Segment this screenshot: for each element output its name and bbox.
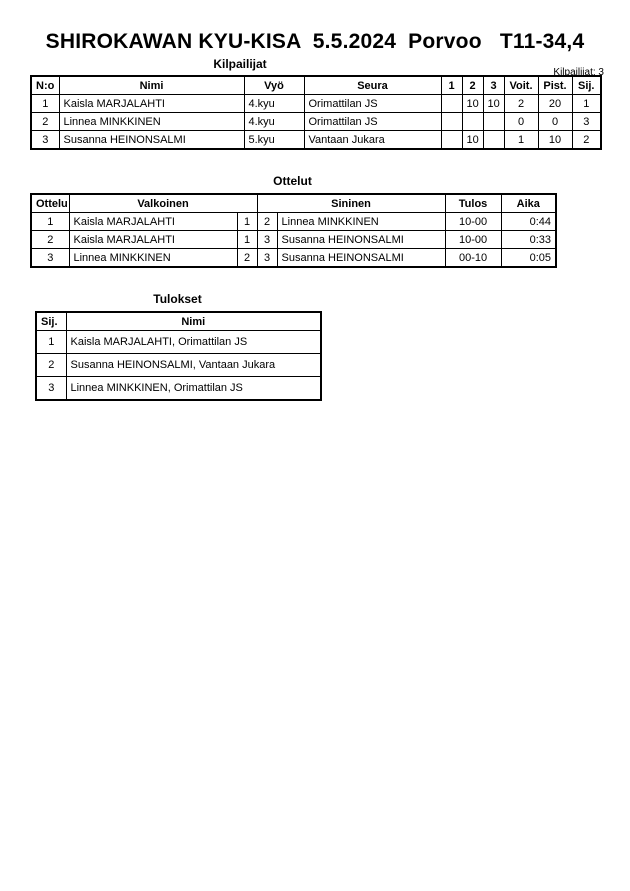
white-number: 2	[237, 249, 257, 268]
match-time: 0:05	[501, 249, 556, 268]
blue-competitor: Susanna HEINONSALMI	[277, 231, 445, 249]
competitor-belt: 4.kyu	[244, 95, 304, 113]
col-header-1: 1	[441, 76, 462, 95]
page-title: SHIROKAWAN KYU-KISA 5.5.2024 Porvoo T11-34,4	[45, 30, 585, 53]
points: 0	[538, 113, 572, 131]
white-competitor: Kaisla MARJALAHTI	[69, 231, 237, 249]
wins: 0	[504, 113, 538, 131]
match-time: 0:33	[501, 231, 556, 249]
blue-competitor: Linnea MINKKINEN	[277, 213, 445, 231]
col-header-sininen: Sininen	[257, 194, 445, 213]
table-row	[31, 95, 601, 113]
table-row	[31, 213, 556, 231]
white-number: 1	[237, 213, 257, 231]
points: 10	[538, 131, 572, 150]
score-vs-2: 10	[462, 95, 483, 113]
table-row	[31, 131, 601, 150]
competitor-name: Susanna HEINONSALMI	[59, 131, 244, 150]
col-header-voit: Voit.	[504, 76, 538, 95]
competitor-club: Vantaan Jukara	[304, 131, 441, 150]
placement: 2	[572, 131, 601, 150]
results-header-row	[36, 312, 321, 331]
result-placement: 2	[36, 354, 66, 377]
match-no: 2	[31, 231, 69, 249]
col-header-tulos: Tulos	[445, 194, 501, 213]
results-table	[35, 311, 322, 401]
competitor-belt: 5.kyu	[244, 131, 304, 150]
score-vs-3: 10	[483, 95, 504, 113]
score-vs-3	[483, 131, 504, 150]
score-vs-1	[441, 113, 462, 131]
competitor-no: 3	[31, 131, 59, 150]
match-result: 10-00	[445, 231, 501, 249]
col-header-pist: Pist.	[538, 76, 572, 95]
score-vs-2	[462, 113, 483, 131]
col-header-ottelu: Ottelu	[31, 194, 69, 213]
section-title-ottelut: Ottelut	[273, 174, 312, 188]
placement: 1	[572, 95, 601, 113]
col-header-vyo: Vyö	[244, 76, 304, 95]
competitor-club: Orimattilan JS	[304, 95, 441, 113]
blue-number: 3	[257, 249, 277, 268]
blue-competitor: Susanna HEINONSALMI	[277, 249, 445, 268]
result-placement: 3	[36, 377, 66, 401]
points: 20	[538, 95, 572, 113]
col-header-sij: Sij.	[572, 76, 601, 95]
competitor-name: Linnea MINKKINEN	[59, 113, 244, 131]
col-header-valkoinen: Valkoinen	[69, 194, 257, 213]
blue-number: 3	[257, 231, 277, 249]
match-result: 10-00	[445, 213, 501, 231]
blue-number: 2	[257, 213, 277, 231]
score-vs-2: 10	[462, 131, 483, 150]
result-name: Susanna HEINONSALMI, Vantaan Jukara	[66, 354, 321, 377]
matches-header-row	[31, 194, 556, 213]
white-competitor: Kaisla MARJALAHTI	[69, 213, 237, 231]
white-number: 1	[237, 231, 257, 249]
col-header-sij: Sij.	[36, 312, 66, 331]
table-row	[31, 231, 556, 249]
table-row	[36, 354, 321, 377]
table-row	[31, 249, 556, 268]
col-header-nimi: Nimi	[59, 76, 244, 95]
competitor-name: Kaisla MARJALAHTI	[59, 95, 244, 113]
competitor-club: Orimattilan JS	[304, 113, 441, 131]
col-header-3: 3	[483, 76, 504, 95]
col-header-nimi: Nimi	[66, 312, 321, 331]
competitors-count: Kilpailijat: 3	[553, 67, 604, 78]
match-time: 0:44	[501, 213, 556, 231]
competitor-no: 1	[31, 95, 59, 113]
matches-table	[30, 193, 557, 268]
table-row	[36, 377, 321, 401]
match-result: 00-10	[445, 249, 501, 268]
competitor-belt: 4.kyu	[244, 113, 304, 131]
table-row	[31, 113, 601, 131]
white-competitor: Linnea MINKKINEN	[69, 249, 237, 268]
score-vs-1	[441, 131, 462, 150]
table-row	[36, 331, 321, 354]
score-vs-1	[441, 95, 462, 113]
result-name: Linnea MINKKINEN, Orimattilan JS	[66, 377, 321, 401]
match-no: 1	[31, 213, 69, 231]
competitors-header-row	[31, 76, 601, 95]
competitor-no: 2	[31, 113, 59, 131]
col-header-2: 2	[462, 76, 483, 95]
competitors-table	[30, 75, 602, 150]
section-title-kilpailijat: Kilpailijat	[213, 57, 267, 71]
col-header-seura: Seura	[304, 76, 441, 95]
section-title-tulokset: Tulokset	[153, 292, 202, 306]
score-vs-3	[483, 113, 504, 131]
match-no: 3	[31, 249, 69, 268]
result-placement: 1	[36, 331, 66, 354]
wins: 1	[504, 131, 538, 150]
col-header-aika: Aika	[501, 194, 556, 213]
wins: 2	[504, 95, 538, 113]
placement: 3	[572, 113, 601, 131]
col-header-no: N:o	[31, 76, 59, 95]
result-name: Kaisla MARJALAHTI, Orimattilan JS	[66, 331, 321, 354]
